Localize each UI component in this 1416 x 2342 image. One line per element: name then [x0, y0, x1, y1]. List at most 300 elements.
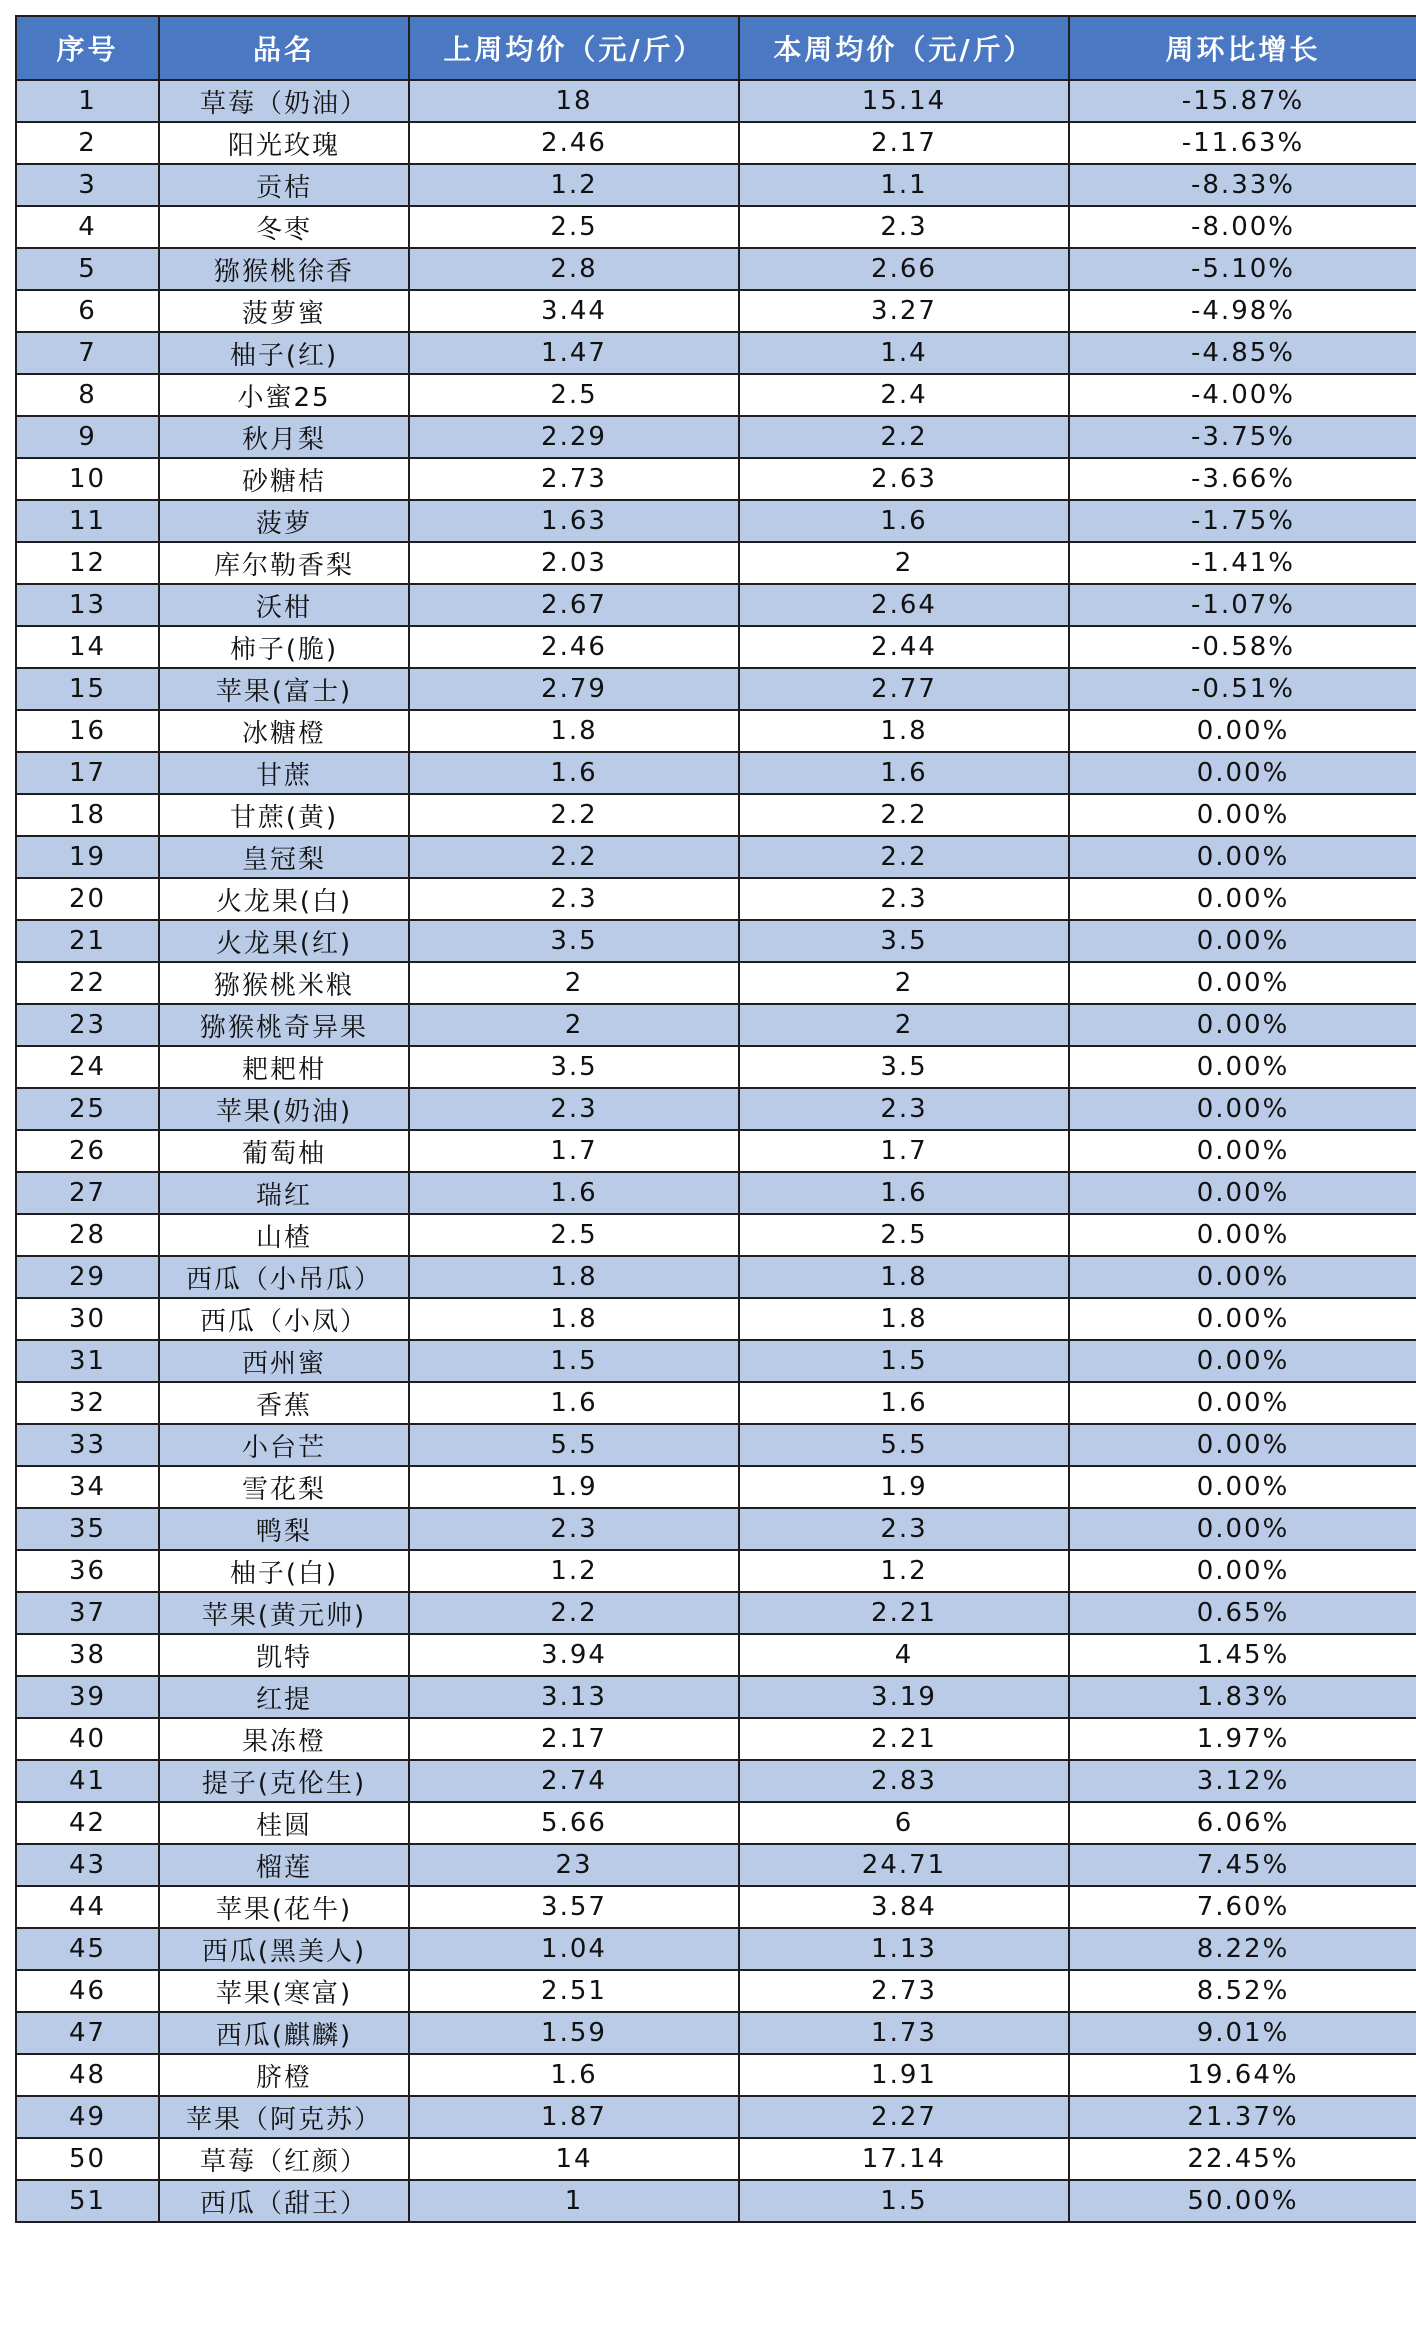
- cell-change: 0.00%: [1069, 878, 1416, 920]
- cell-index: 39: [16, 1676, 159, 1718]
- cell-index: 19: [16, 836, 159, 878]
- cell-last-week-price: 2.2: [409, 794, 739, 836]
- cell-change: -0.51%: [1069, 668, 1416, 710]
- cell-last-week-price: 3.94: [409, 1634, 739, 1676]
- cell-change: 0.00%: [1069, 1298, 1416, 1340]
- cell-change: 0.65%: [1069, 1592, 1416, 1634]
- cell-last-week-price: 1.2: [409, 164, 739, 206]
- table-row: [16, 1802, 1416, 1844]
- cell-change: -4.00%: [1069, 374, 1416, 416]
- cell-last-week-price: 1.6: [409, 752, 739, 794]
- cell-last-week-price: 2.46: [409, 626, 739, 668]
- cell-change: 8.22%: [1069, 1928, 1416, 1970]
- cell-index: 6: [16, 290, 159, 332]
- cell-product-name: 榴莲: [159, 1844, 409, 1886]
- cell-index: 3: [16, 164, 159, 206]
- cell-change: 7.60%: [1069, 1886, 1416, 1928]
- cell-product-name: 提子(克伦生): [159, 1760, 409, 1802]
- cell-change: -11.63%: [1069, 122, 1416, 164]
- header-this-week-price: 本周均价（元/斤）: [739, 16, 1069, 80]
- cell-index: 7: [16, 332, 159, 374]
- table-row: [16, 1844, 1416, 1886]
- cell-this-week-price: 2.2: [739, 836, 1069, 878]
- table-row: [16, 752, 1416, 794]
- table-row: [16, 1760, 1416, 1802]
- cell-this-week-price: 2.66: [739, 248, 1069, 290]
- cell-product-name: 库尔勒香梨: [159, 542, 409, 584]
- table-row: [16, 1088, 1416, 1130]
- cell-index: 2: [16, 122, 159, 164]
- cell-last-week-price: 2: [409, 962, 739, 1004]
- cell-last-week-price: 2.67: [409, 584, 739, 626]
- cell-index: 12: [16, 542, 159, 584]
- cell-change: 0.00%: [1069, 1424, 1416, 1466]
- cell-this-week-price: 2: [739, 962, 1069, 1004]
- cell-product-name: 苹果(花牛): [159, 1886, 409, 1928]
- cell-this-week-price: 3.84: [739, 1886, 1069, 1928]
- cell-change: 1.97%: [1069, 1718, 1416, 1760]
- table-row: [16, 1298, 1416, 1340]
- cell-product-name: 阳光玫瑰: [159, 122, 409, 164]
- cell-last-week-price: 1.9: [409, 1466, 739, 1508]
- price-table-container: [15, 15, 1416, 2223]
- cell-last-week-price: 3.5: [409, 1046, 739, 1088]
- cell-product-name: 柿子(脆): [159, 626, 409, 668]
- cell-index: 49: [16, 2096, 159, 2138]
- cell-this-week-price: 1.9: [739, 1466, 1069, 1508]
- cell-index: 22: [16, 962, 159, 1004]
- cell-product-name: 柚子(红): [159, 332, 409, 374]
- table-row: [16, 1382, 1416, 1424]
- cell-this-week-price: 2.83: [739, 1760, 1069, 1802]
- cell-index: 29: [16, 1256, 159, 1298]
- cell-product-name: 猕猴桃徐香: [159, 248, 409, 290]
- cell-last-week-price: 3.5: [409, 920, 739, 962]
- cell-this-week-price: 1.2: [739, 1550, 1069, 1592]
- cell-change: -5.10%: [1069, 248, 1416, 290]
- cell-product-name: 柚子(白): [159, 1550, 409, 1592]
- cell-this-week-price: 1.73: [739, 2012, 1069, 2054]
- cell-index: 51: [16, 2180, 159, 2222]
- cell-this-week-price: 24.71: [739, 1844, 1069, 1886]
- cell-index: 20: [16, 878, 159, 920]
- header-product-name: 品名: [159, 16, 409, 80]
- cell-index: 4: [16, 206, 159, 248]
- cell-last-week-price: 2.29: [409, 416, 739, 458]
- cell-product-name: 鸭梨: [159, 1508, 409, 1550]
- table-row: [16, 2054, 1416, 2096]
- cell-last-week-price: 2.17: [409, 1718, 739, 1760]
- cell-change: 0.00%: [1069, 920, 1416, 962]
- fruit-price-table: [15, 15, 1416, 2223]
- cell-this-week-price: 2.4: [739, 374, 1069, 416]
- table-row: [16, 2096, 1416, 2138]
- table-row: [16, 1214, 1416, 1256]
- cell-last-week-price: 2.3: [409, 878, 739, 920]
- cell-last-week-price: 1.63: [409, 500, 739, 542]
- table-row: [16, 80, 1416, 122]
- table-row: [16, 1172, 1416, 1214]
- cell-this-week-price: 6: [739, 1802, 1069, 1844]
- cell-this-week-price: 3.5: [739, 920, 1069, 962]
- cell-product-name: 猕猴桃米粮: [159, 962, 409, 1004]
- table-row: [16, 164, 1416, 206]
- cell-product-name: 西瓜(黑美人): [159, 1928, 409, 1970]
- cell-product-name: 山楂: [159, 1214, 409, 1256]
- cell-product-name: 小台芒: [159, 1424, 409, 1466]
- cell-product-name: 草莓（红颜）: [159, 2138, 409, 2180]
- cell-change: -1.41%: [1069, 542, 1416, 584]
- table-row: [16, 1886, 1416, 1928]
- table-body: [16, 80, 1416, 2222]
- cell-last-week-price: 1.8: [409, 1256, 739, 1298]
- table-row: [16, 500, 1416, 542]
- cell-index: 5: [16, 248, 159, 290]
- table-row: [16, 1466, 1416, 1508]
- cell-this-week-price: 1.1: [739, 164, 1069, 206]
- cell-change: 0.00%: [1069, 836, 1416, 878]
- cell-product-name: 雪花梨: [159, 1466, 409, 1508]
- table-row: [16, 1676, 1416, 1718]
- cell-change: -8.33%: [1069, 164, 1416, 206]
- cell-index: 11: [16, 500, 159, 542]
- cell-this-week-price: 3.27: [739, 290, 1069, 332]
- cell-index: 26: [16, 1130, 159, 1172]
- cell-this-week-price: 3.5: [739, 1046, 1069, 1088]
- table-row: [16, 1718, 1416, 1760]
- cell-index: 18: [16, 794, 159, 836]
- cell-last-week-price: 2.79: [409, 668, 739, 710]
- cell-last-week-price: 1.5: [409, 1340, 739, 1382]
- cell-index: 50: [16, 2138, 159, 2180]
- cell-change: -3.75%: [1069, 416, 1416, 458]
- cell-this-week-price: 15.14: [739, 80, 1069, 122]
- cell-last-week-price: 3.57: [409, 1886, 739, 1928]
- cell-index: 23: [16, 1004, 159, 1046]
- table-row: [16, 374, 1416, 416]
- cell-product-name: 苹果(黄元帅): [159, 1592, 409, 1634]
- cell-product-name: 冰糖橙: [159, 710, 409, 752]
- cell-product-name: 火龙果(红): [159, 920, 409, 962]
- cell-index: 48: [16, 2054, 159, 2096]
- cell-change: 6.06%: [1069, 1802, 1416, 1844]
- cell-last-week-price: 1.47: [409, 332, 739, 374]
- cell-this-week-price: 2.3: [739, 1508, 1069, 1550]
- cell-product-name: 沃柑: [159, 584, 409, 626]
- cell-index: 17: [16, 752, 159, 794]
- cell-this-week-price: 1.6: [739, 500, 1069, 542]
- cell-last-week-price: 23: [409, 1844, 739, 1886]
- table-row: [16, 416, 1416, 458]
- cell-this-week-price: 2.77: [739, 668, 1069, 710]
- cell-change: 3.12%: [1069, 1760, 1416, 1802]
- cell-this-week-price: 4: [739, 1634, 1069, 1676]
- cell-index: 36: [16, 1550, 159, 1592]
- cell-product-name: 草莓（奶油）: [159, 80, 409, 122]
- cell-last-week-price: 2: [409, 1004, 739, 1046]
- cell-change: -4.85%: [1069, 332, 1416, 374]
- cell-change: 19.64%: [1069, 2054, 1416, 2096]
- cell-last-week-price: 1: [409, 2180, 739, 2222]
- cell-last-week-price: 2.2: [409, 1592, 739, 1634]
- cell-index: 45: [16, 1928, 159, 1970]
- cell-this-week-price: 2.73: [739, 1970, 1069, 2012]
- table-row: [16, 542, 1416, 584]
- table-row: [16, 458, 1416, 500]
- cell-this-week-price: 2.17: [739, 122, 1069, 164]
- cell-this-week-price: 2.2: [739, 416, 1069, 458]
- cell-index: 21: [16, 920, 159, 962]
- table-row: [16, 1634, 1416, 1676]
- cell-index: 44: [16, 1886, 159, 1928]
- cell-this-week-price: 2.63: [739, 458, 1069, 500]
- cell-index: 24: [16, 1046, 159, 1088]
- cell-this-week-price: 2: [739, 542, 1069, 584]
- cell-this-week-price: 2.64: [739, 584, 1069, 626]
- cell-this-week-price: 1.8: [739, 1256, 1069, 1298]
- table-row: [16, 332, 1416, 374]
- table-row: [16, 1340, 1416, 1382]
- table-row: [16, 1970, 1416, 2012]
- cell-product-name: 耙耙柑: [159, 1046, 409, 1088]
- cell-this-week-price: 1.6: [739, 752, 1069, 794]
- cell-product-name: 菠萝蜜: [159, 290, 409, 332]
- cell-change: 0.00%: [1069, 962, 1416, 1004]
- cell-product-name: 葡萄柚: [159, 1130, 409, 1172]
- cell-this-week-price: 1.5: [739, 2180, 1069, 2222]
- cell-product-name: 红提: [159, 1676, 409, 1718]
- cell-change: 1.83%: [1069, 1676, 1416, 1718]
- cell-index: 42: [16, 1802, 159, 1844]
- header-row: [16, 16, 1416, 80]
- cell-change: -4.98%: [1069, 290, 1416, 332]
- cell-product-name: 贡桔: [159, 164, 409, 206]
- table-row: [16, 920, 1416, 962]
- cell-change: -8.00%: [1069, 206, 1416, 248]
- cell-index: 33: [16, 1424, 159, 1466]
- cell-change: 1.45%: [1069, 1634, 1416, 1676]
- table-row: [16, 1004, 1416, 1046]
- cell-index: 14: [16, 626, 159, 668]
- cell-last-week-price: 1.6: [409, 1382, 739, 1424]
- cell-index: 43: [16, 1844, 159, 1886]
- cell-last-week-price: 5.5: [409, 1424, 739, 1466]
- cell-last-week-price: 1.59: [409, 2012, 739, 2054]
- cell-change: 0.00%: [1069, 1256, 1416, 1298]
- cell-change: 7.45%: [1069, 1844, 1416, 1886]
- cell-change: 8.52%: [1069, 1970, 1416, 2012]
- cell-change: 0.00%: [1069, 1466, 1416, 1508]
- cell-last-week-price: 1.04: [409, 1928, 739, 1970]
- cell-product-name: 西瓜(麒麟): [159, 2012, 409, 2054]
- cell-product-name: 秋月梨: [159, 416, 409, 458]
- table-row: [16, 794, 1416, 836]
- cell-index: 15: [16, 668, 159, 710]
- cell-index: 27: [16, 1172, 159, 1214]
- table-row: [16, 1424, 1416, 1466]
- cell-last-week-price: 2.74: [409, 1760, 739, 1802]
- cell-index: 8: [16, 374, 159, 416]
- cell-change: 22.45%: [1069, 2138, 1416, 2180]
- cell-index: 35: [16, 1508, 159, 1550]
- cell-product-name: 菠萝: [159, 500, 409, 542]
- cell-product-name: 砂糖桔: [159, 458, 409, 500]
- cell-change: 0.00%: [1069, 1340, 1416, 1382]
- cell-last-week-price: 1.6: [409, 2054, 739, 2096]
- cell-last-week-price: 2.5: [409, 374, 739, 416]
- table-row: [16, 584, 1416, 626]
- cell-last-week-price: 3.44: [409, 290, 739, 332]
- cell-last-week-price: 2.5: [409, 206, 739, 248]
- table-row: [16, 1592, 1416, 1634]
- cell-index: 32: [16, 1382, 159, 1424]
- table-row: [16, 626, 1416, 668]
- cell-last-week-price: 2.8: [409, 248, 739, 290]
- cell-last-week-price: 1.8: [409, 1298, 739, 1340]
- cell-change: 0.00%: [1069, 1214, 1416, 1256]
- cell-product-name: 西瓜（甜王）: [159, 2180, 409, 2222]
- cell-last-week-price: 2.3: [409, 1508, 739, 1550]
- cell-change: 9.01%: [1069, 2012, 1416, 2054]
- table-row: [16, 836, 1416, 878]
- cell-last-week-price: 2.46: [409, 122, 739, 164]
- cell-last-week-price: 1.8: [409, 710, 739, 752]
- cell-change: 0.00%: [1069, 752, 1416, 794]
- cell-this-week-price: 2.3: [739, 1088, 1069, 1130]
- cell-change: -15.87%: [1069, 80, 1416, 122]
- cell-last-week-price: 2.2: [409, 836, 739, 878]
- cell-index: 9: [16, 416, 159, 458]
- cell-last-week-price: 2.73: [409, 458, 739, 500]
- cell-product-name: 苹果(富士): [159, 668, 409, 710]
- cell-product-name: 桂圆: [159, 1802, 409, 1844]
- table-row: [16, 2138, 1416, 2180]
- cell-product-name: 火龙果(白): [159, 878, 409, 920]
- cell-this-week-price: 3.19: [739, 1676, 1069, 1718]
- cell-change: 0.00%: [1069, 1172, 1416, 1214]
- table-row: [16, 1550, 1416, 1592]
- cell-index: 41: [16, 1760, 159, 1802]
- cell-this-week-price: 1.5: [739, 1340, 1069, 1382]
- cell-this-week-price: 5.5: [739, 1424, 1069, 1466]
- cell-change: 0.00%: [1069, 1130, 1416, 1172]
- header-index: 序号: [16, 16, 159, 80]
- cell-this-week-price: 17.14: [739, 2138, 1069, 2180]
- cell-last-week-price: 1.2: [409, 1550, 739, 1592]
- cell-change: 0.00%: [1069, 1046, 1416, 1088]
- cell-change: 0.00%: [1069, 1004, 1416, 1046]
- cell-this-week-price: 2.21: [739, 1718, 1069, 1760]
- table-row: [16, 1130, 1416, 1172]
- table-row: [16, 710, 1416, 752]
- table-row: [16, 2012, 1416, 2054]
- cell-this-week-price: 1.7: [739, 1130, 1069, 1172]
- cell-product-name: 苹果(寒富): [159, 1970, 409, 2012]
- table-row: [16, 1256, 1416, 1298]
- cell-this-week-price: 2: [739, 1004, 1069, 1046]
- table-row: [16, 1508, 1416, 1550]
- cell-index: 34: [16, 1466, 159, 1508]
- cell-change: 0.00%: [1069, 794, 1416, 836]
- cell-change: -0.58%: [1069, 626, 1416, 668]
- cell-index: 10: [16, 458, 159, 500]
- cell-change: 21.37%: [1069, 2096, 1416, 2138]
- table-row: [16, 668, 1416, 710]
- cell-this-week-price: 2.5: [739, 1214, 1069, 1256]
- cell-this-week-price: 1.6: [739, 1382, 1069, 1424]
- cell-last-week-price: 2.51: [409, 1970, 739, 2012]
- cell-this-week-price: 1.13: [739, 1928, 1069, 1970]
- cell-product-name: 香蕉: [159, 1382, 409, 1424]
- table-header: [16, 16, 1416, 80]
- cell-product-name: 小蜜25: [159, 374, 409, 416]
- cell-this-week-price: 2.27: [739, 2096, 1069, 2138]
- cell-last-week-price: 5.66: [409, 1802, 739, 1844]
- cell-change: 50.00%: [1069, 2180, 1416, 2222]
- cell-product-name: 瑞红: [159, 1172, 409, 1214]
- cell-this-week-price: 1.8: [739, 710, 1069, 752]
- cell-this-week-price: 1.8: [739, 1298, 1069, 1340]
- cell-last-week-price: 1.6: [409, 1172, 739, 1214]
- cell-index: 38: [16, 1634, 159, 1676]
- cell-this-week-price: 2.2: [739, 794, 1069, 836]
- cell-this-week-price: 1.4: [739, 332, 1069, 374]
- cell-product-name: 凯特: [159, 1634, 409, 1676]
- cell-index: 13: [16, 584, 159, 626]
- cell-last-week-price: 3.13: [409, 1676, 739, 1718]
- table-row: [16, 290, 1416, 332]
- cell-index: 31: [16, 1340, 159, 1382]
- cell-change: -3.66%: [1069, 458, 1416, 500]
- cell-index: 30: [16, 1298, 159, 1340]
- cell-index: 46: [16, 1970, 159, 2012]
- table-row: [16, 122, 1416, 164]
- cell-change: 0.00%: [1069, 1550, 1416, 1592]
- cell-last-week-price: 14: [409, 2138, 739, 2180]
- cell-this-week-price: 2.3: [739, 206, 1069, 248]
- table-row: [16, 248, 1416, 290]
- cell-index: 16: [16, 710, 159, 752]
- cell-product-name: 甘蔗(黄): [159, 794, 409, 836]
- cell-index: 25: [16, 1088, 159, 1130]
- table-row: [16, 1046, 1416, 1088]
- table-row: [16, 206, 1416, 248]
- cell-last-week-price: 2.03: [409, 542, 739, 584]
- cell-product-name: 果冻橙: [159, 1718, 409, 1760]
- cell-this-week-price: 1.6: [739, 1172, 1069, 1214]
- header-last-week-price: 上周均价（元/斤）: [409, 16, 739, 80]
- table-row: [16, 962, 1416, 1004]
- table-row: [16, 2180, 1416, 2222]
- cell-product-name: 西瓜（小吊瓜）: [159, 1256, 409, 1298]
- cell-change: -1.07%: [1069, 584, 1416, 626]
- cell-product-name: 脐橙: [159, 2054, 409, 2096]
- cell-change: 0.00%: [1069, 1508, 1416, 1550]
- cell-this-week-price: 2.44: [739, 626, 1069, 668]
- cell-this-week-price: 1.91: [739, 2054, 1069, 2096]
- cell-index: 1: [16, 80, 159, 122]
- cell-product-name: 苹果(奶油): [159, 1088, 409, 1130]
- cell-last-week-price: 2.3: [409, 1088, 739, 1130]
- cell-product-name: 皇冠梨: [159, 836, 409, 878]
- cell-last-week-price: 1.87: [409, 2096, 739, 2138]
- table-row: [16, 878, 1416, 920]
- cell-index: 37: [16, 1592, 159, 1634]
- table-row: [16, 1928, 1416, 1970]
- cell-product-name: 苹果（阿克苏）: [159, 2096, 409, 2138]
- cell-product-name: 冬枣: [159, 206, 409, 248]
- cell-change: 0.00%: [1069, 1088, 1416, 1130]
